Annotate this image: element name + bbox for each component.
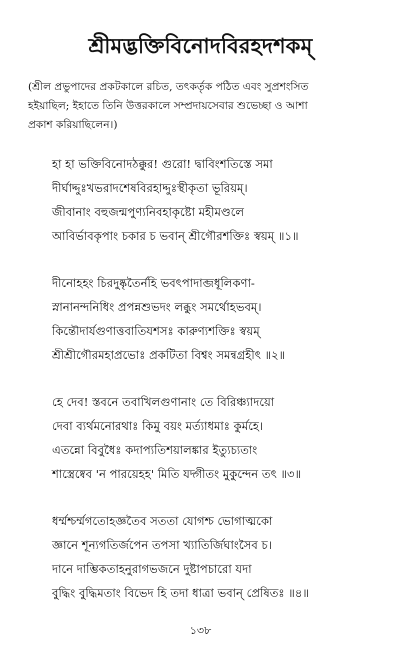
intro-line: প্রকাশ করিয়াছিলেন।) bbox=[28, 119, 118, 131]
verse-list bbox=[52, 152, 387, 628]
verse-line: দেবা ব্যর্থমনোরথাঃ কিমু বয়ং মর্ত্যাধমাঃ কুর্মহে। bbox=[52, 419, 264, 433]
verse-line: ধর্ম্মশ্চর্ম্মগতোহজ্ঞতৈব সততা যোগশ্চ ভোগাত্মকো bbox=[52, 514, 273, 528]
verse-line: কিন্তৌদার্যগুণাত্তবাতিযশসঃ কারুণ্যশক্তিঃ স্বয়ম্ bbox=[52, 324, 260, 338]
verse-line: দানে দাম্ভিকতাহনুরাগভজনে দুষ্টাপচারো যদা bbox=[52, 562, 252, 576]
verse-line: জ্ঞানে শূন্যগতির্জপেন তপসা খ্যাতির্জিঘাংসৈব চ। bbox=[52, 538, 272, 552]
verse-line: এতন্নো বিবুধৈঃ কদাপ্যতিশয়ালঙ্কার ইত্যুচ্যতাং bbox=[52, 443, 258, 457]
verse-2 bbox=[52, 271, 387, 367]
verse-1 bbox=[52, 152, 387, 248]
verse-line: দীনোহহং চিরদুষ্কৃতৈর্নহি ভবৎপাদাব্জধূলিকণা- bbox=[52, 276, 255, 290]
page-number: ১৩৮ bbox=[189, 624, 212, 637]
verse-line: শাস্ত্রেষ্বেব 'ন পারয়েহহ' মিতি যদ্গীতং মুকুন্দেন তৎ ॥৩॥ bbox=[52, 467, 302, 481]
verse-line: জীবানাং বহুজন্মপুণ্যনিবহাকৃষ্টো মহীমণ্ডলে bbox=[52, 205, 245, 219]
verse-4 bbox=[52, 509, 387, 605]
intro-note bbox=[28, 78, 380, 135]
verse-line: দীর্ঘাদ্দুঃখভরাদশেষবিরহাদ্দুঃস্থীকৃতা ভূরিয়ম্। bbox=[52, 181, 248, 195]
page-title: শ্রীমদ্ভক্তিবিনোদবিরহদশকম্ bbox=[88, 33, 313, 58]
verse-3 bbox=[52, 390, 387, 486]
verse-line: শ্রীশ্রীগৌরমহাপ্রভোঃ প্রকটিতা বিশ্বং সমন্বগ্রহীৎ ॥২॥ bbox=[52, 348, 286, 362]
verse-line: স্নানানন্দনিধিং প্রপন্নশুভদং লব্ধুং সমর্থোহভবম্। bbox=[52, 300, 262, 314]
verse-line: হে দেব! স্তবনে তবাখিলগুণানাং তে বিরিঞ্চ্যাদয়ো bbox=[52, 395, 275, 409]
verse-line: হা হা ভক্তিবিনোদঠক্কুর! গুরো! দ্বাবিংশতিস্তে সমা bbox=[52, 157, 273, 171]
verse-line: আবির্ভাবকৃপাং চকার চ ভবান্ শ্রীগৌরশক্তিঃ স্বয়ম্ ॥১॥ bbox=[52, 229, 299, 243]
intro-line: (শ্রীল প্রভুপাদের প্রকটকালে রচিত, তৎকর্তৃক পঠিত এবং সুপ্রশংসিত bbox=[28, 81, 309, 93]
verse-line: বুদ্ধিং বুদ্ধিমতাং বিভেদ হি তদা ধাত্রা ভবান্ প্রেষিতঃ ॥৪॥ bbox=[52, 586, 309, 600]
intro-line: হইয়াছিল; ইহাতে তিনি উত্তরকালে সম্প্রদায়সেবার শুভেচ্ছা ও আশা bbox=[28, 100, 308, 112]
